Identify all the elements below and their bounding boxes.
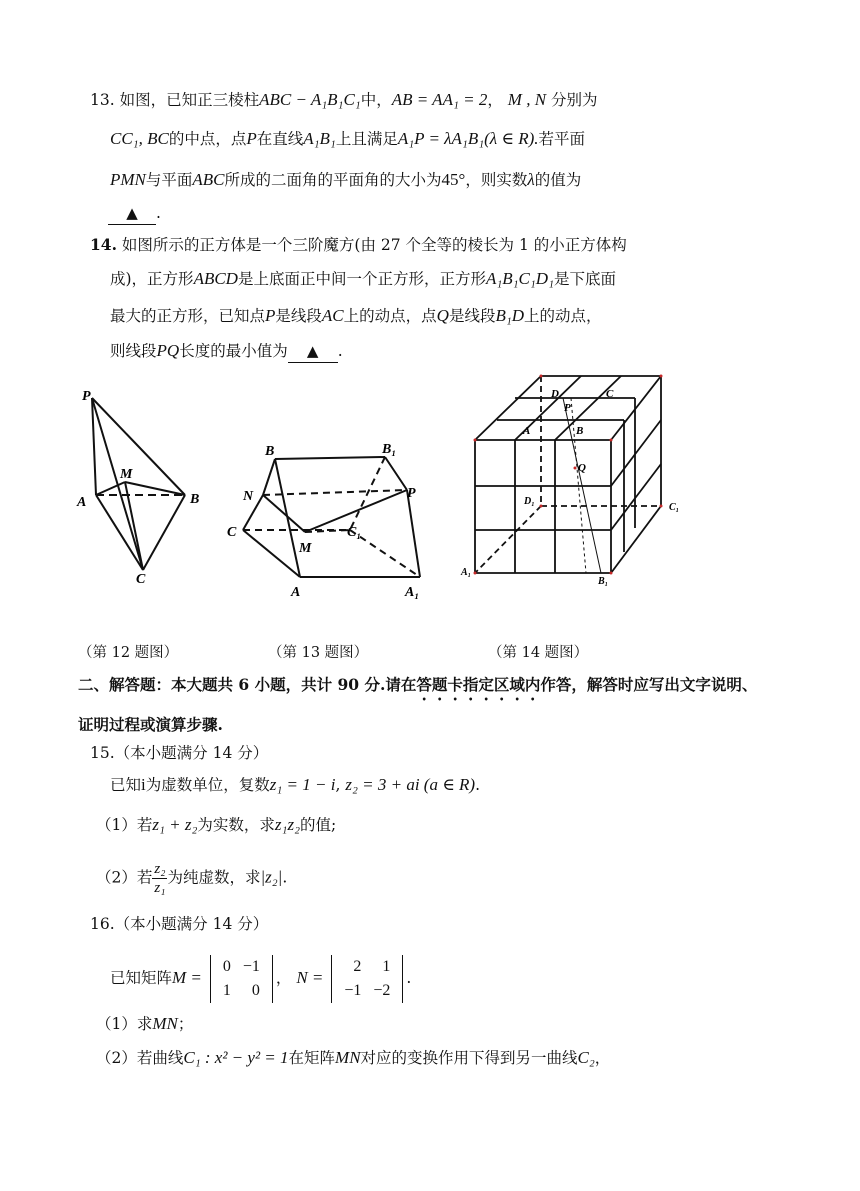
q15-text: 的值; <box>299 816 337 834</box>
label-b: B <box>576 425 584 437</box>
q13-text: 与平面 <box>145 171 193 189</box>
q14-line2 <box>110 268 616 290</box>
q13-line2 <box>110 128 585 150</box>
q15-part1 <box>96 814 336 836</box>
label-m: M <box>299 541 312 556</box>
q13-cc1-bc: CC₁, BC <box>110 129 169 148</box>
figure-13-prism <box>225 435 440 600</box>
q13-text: 若平面 <box>538 130 586 148</box>
q15-end: . <box>475 776 481 794</box>
q16-m: M = <box>172 968 202 987</box>
q14-ac: AC <box>321 306 344 325</box>
q15-end: . <box>282 868 288 887</box>
matrix-cell: −1 <box>344 982 362 999</box>
q15-text: 为虚数单位，复数 <box>145 776 270 794</box>
caption-fig13: （第 13 题图） <box>268 645 369 661</box>
q16-text: （2）若曲线 <box>96 1049 184 1067</box>
q13-pmn: PMN <box>110 170 146 189</box>
matrix-cell: −2 <box>373 982 391 999</box>
q13-text: ，则实数 <box>465 171 528 189</box>
label-c1: C₁ <box>669 502 680 513</box>
q14-text: 成)，正方形 <box>110 270 194 288</box>
q13-line3 <box>110 169 581 191</box>
q14-text: 是线段 <box>448 307 496 325</box>
q16-text: ， <box>594 1049 611 1067</box>
label-d: D <box>551 388 559 400</box>
q14-text: 上的动点， <box>524 307 602 325</box>
q13-lambda: λ <box>527 170 535 189</box>
q16-sep: ， <box>275 969 292 987</box>
label-p: P <box>564 402 571 414</box>
q16-mn: MN <box>152 1014 178 1033</box>
q13-p: P <box>246 129 257 148</box>
matrix-cell: 0 <box>251 982 260 999</box>
q14-pq: PQ <box>156 341 180 360</box>
q15-fraction <box>152 860 167 897</box>
q13-answer-blank <box>108 202 161 225</box>
q14-text: 是上底面正中间一个正方形，正方形 <box>237 270 486 288</box>
matrix-cell: 0 <box>222 958 231 975</box>
q16-part1 <box>96 1013 193 1035</box>
q13-text: 的中点，点 <box>168 130 247 148</box>
q14-p: P <box>265 306 276 325</box>
q15-comma: , <box>335 776 341 794</box>
q13-end: . <box>156 204 161 222</box>
q14-text: 最大的正方形，已知点 <box>110 307 266 325</box>
label-b: B <box>265 444 275 459</box>
q13-mn: M , N <box>507 90 547 109</box>
section2-emphasis: 答题卡指定区域内 <box>416 675 541 694</box>
q15-product: z₁z₂ <box>274 815 300 834</box>
q14-text: 长度的最小值为 <box>179 342 288 360</box>
q15-sum: z₁ + z₂ <box>152 815 198 834</box>
q13-text: 在直线 <box>256 130 304 148</box>
q13-a1b1: A₁B₁ <box>303 129 336 148</box>
caption-fig14: （第 14 题图） <box>488 645 589 661</box>
q13-number: 13. <box>90 91 115 109</box>
label-b1: B₁ <box>598 576 609 587</box>
q13-text: 的值为 <box>534 171 582 189</box>
q14-text: 是线段 <box>275 307 322 325</box>
q15-text: 已知 <box>110 776 142 794</box>
q16-text: 已知矩阵 <box>110 969 173 987</box>
q14-number: 14. <box>90 235 117 254</box>
q13-line1 <box>90 89 598 111</box>
q13-text: 分别为 <box>550 91 598 109</box>
label-b1: B₁ <box>382 442 397 457</box>
q14-text: 则线段 <box>110 342 157 360</box>
q14-text: 如图所示的正方体是一个三阶魔方(由 27 个全等的棱长为 1 的小正方体构 <box>121 236 627 254</box>
matrix-cell: −1 <box>242 958 260 975</box>
label-a1: A₁ <box>405 585 420 600</box>
q15-part2 <box>96 860 287 897</box>
matrix-cell: 1 <box>382 958 391 975</box>
q14-line4 <box>110 340 343 363</box>
figure-14-cube <box>458 368 688 593</box>
label-q: Q <box>578 462 586 474</box>
q15-text: 为实数，求 <box>197 816 275 834</box>
q15-title: 15.（本小题满分 14 分） <box>90 744 269 762</box>
label-c: C <box>606 388 614 400</box>
fraction-numerator: z₂ <box>154 861 166 877</box>
q13-text: 中， <box>360 91 392 109</box>
label-c1: C₁ <box>347 525 362 540</box>
q16-stem <box>110 955 411 1003</box>
q14-line3 <box>110 305 602 327</box>
q13-equation: AB = AA₁ = 2 <box>391 90 488 109</box>
q14-abcd: ABCD <box>193 269 238 288</box>
q16-curve-c1: C₁ : x² − y² = 1 <box>183 1048 289 1067</box>
q14-q: Q <box>436 306 449 325</box>
label-a: A <box>291 585 301 600</box>
q15-text: （2）若 <box>96 868 153 887</box>
q13-text: ， <box>487 91 503 109</box>
q13-abc: ABC <box>192 170 225 189</box>
q16-n: N = <box>296 968 324 987</box>
section2-tail: 作答，解答时应写出文字说明、 <box>540 675 758 694</box>
q15-stem <box>110 774 480 796</box>
q16-text: （1）求 <box>96 1015 153 1033</box>
label-p: P <box>82 389 91 404</box>
q13-degree: 45° <box>441 170 466 189</box>
label-a1: A₁ <box>461 567 472 578</box>
q16-title: 16.（本小题满分 14 分） <box>90 915 269 933</box>
q16-end: . <box>406 969 412 987</box>
caption-fig12: （第 12 题图） <box>78 645 179 661</box>
answer-blank: ▲ <box>288 340 338 363</box>
q15-z2: z₂ = 3 + ai (a ∈ R) <box>345 775 476 794</box>
label-a: A <box>523 425 531 437</box>
q14-end: . <box>337 342 343 360</box>
q13-vector: A₁P = λA₁B₁(λ ∈ R). <box>397 129 539 148</box>
q16-text: 在矩阵 <box>288 1049 336 1067</box>
fraction-denominator: z₁ <box>154 880 166 896</box>
q16-mn: MN <box>335 1048 361 1067</box>
section2-head: 二、解答题：本大题共 6 小题，共计 90 分.请在 <box>78 675 417 694</box>
q13-text: 如图，已知正三棱柱 <box>119 91 260 109</box>
q13-text: 上且满足 <box>335 130 398 148</box>
q15-text: （1）若 <box>96 816 153 834</box>
label-d1: D₁ <box>524 496 535 507</box>
label-n: N <box>243 489 254 504</box>
label-b: B <box>190 492 200 507</box>
q14-text: 是下底面 <box>554 270 617 288</box>
q15-text: 为纯虚数，求 <box>167 868 261 887</box>
q14-line1 <box>90 234 627 256</box>
q14-text: 上的动点，点 <box>343 307 437 325</box>
q15-abs: |z₂| <box>260 867 283 887</box>
label-m: M <box>120 467 133 482</box>
matrix-cell: 2 <box>353 958 362 975</box>
q14-b1d: B₁D <box>495 306 525 325</box>
section2-heading <box>78 674 757 704</box>
label-c: C <box>227 525 237 540</box>
label-c: C <box>136 572 146 587</box>
answer-blank: ▲ <box>108 202 156 225</box>
label-a: A <box>77 495 87 510</box>
section2-line2: 证明过程或演算步骤. <box>78 715 223 734</box>
matrix-cell: 1 <box>222 982 231 999</box>
q13-text: 所成的二面角的平面角的大小为 <box>224 171 442 189</box>
label-p: P <box>407 486 416 501</box>
figure-12-tetrahedron <box>70 380 220 590</box>
q13-prism: ABC − A₁B₁C₁ <box>259 90 361 109</box>
q14-a1b1c1d1: A₁B₁C₁D₁ <box>485 269 554 288</box>
matrix-n <box>331 955 403 1003</box>
q15-z1: z₁ = 1 − i <box>269 775 336 794</box>
q16-curve-c2: C₂ <box>577 1048 595 1067</box>
q15-i: i <box>141 775 146 794</box>
q16-text: 对应的变换作用下得到另一曲线 <box>360 1049 578 1067</box>
q16-text: ； <box>177 1015 194 1033</box>
q16-part2 <box>96 1047 610 1069</box>
matrix-m <box>210 955 273 1003</box>
